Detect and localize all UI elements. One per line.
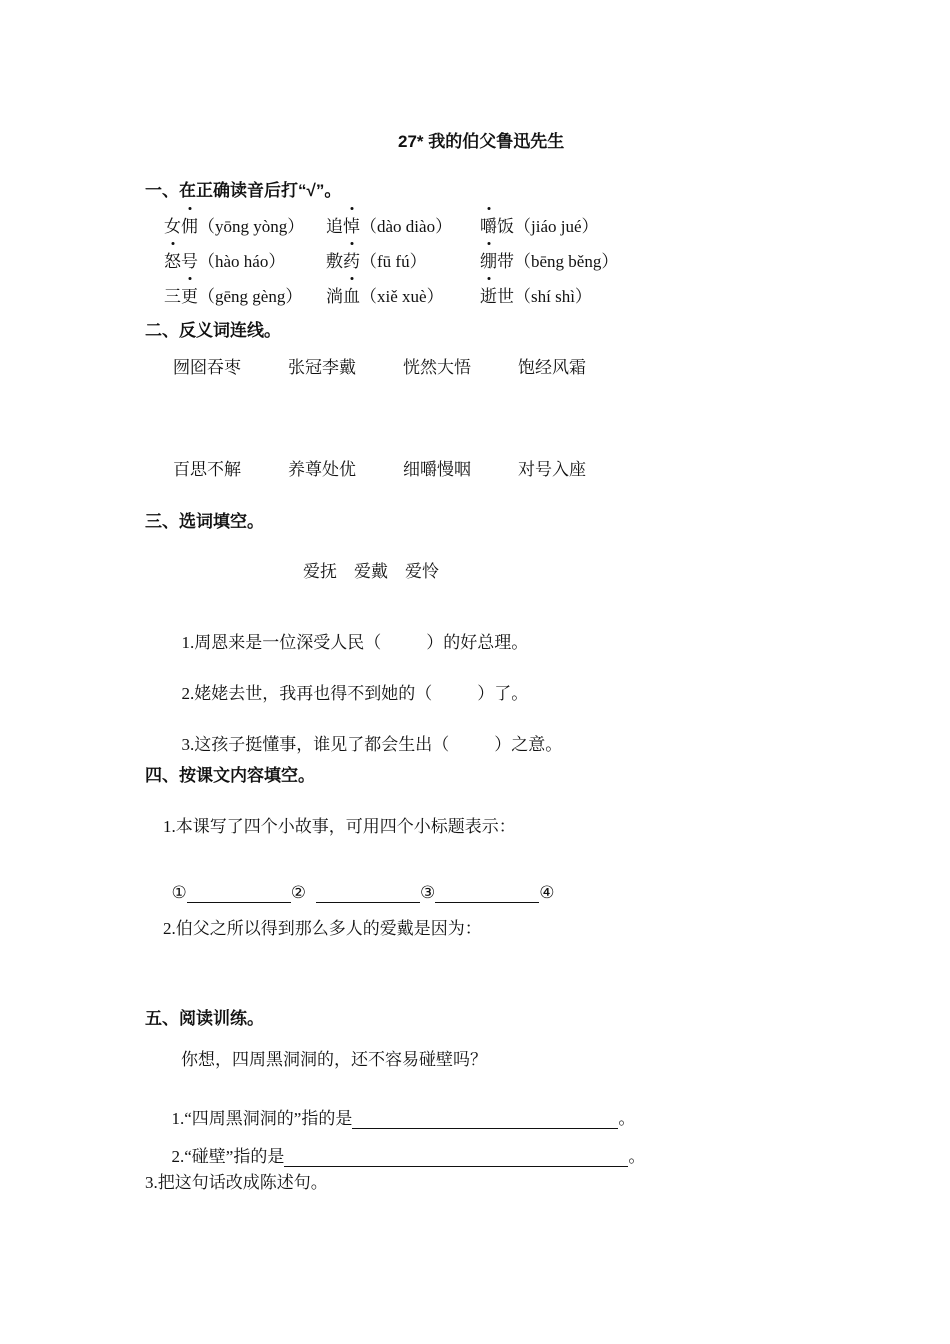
word-character: 敷 <box>326 252 343 271</box>
fill-question-1 <box>173 608 528 653</box>
pinyin-options[interactable]: （yōng yòng） <box>198 217 305 236</box>
fill-question-3-post: ）之意。 <box>494 735 563 754</box>
pronunciation-item <box>480 282 592 307</box>
story-title-blank-3[interactable] <box>435 885 539 903</box>
word-character: 带 <box>497 252 514 271</box>
pinyin-options[interactable]: （dào diào） <box>360 217 453 236</box>
word-character: 淌 <box>326 287 343 306</box>
reading-question-1-end: 。 <box>618 1109 636 1128</box>
reading-question-2-text: 2.“碰壁”指的是 <box>171 1147 285 1166</box>
pronunciation-item <box>164 212 304 237</box>
idiom-top-1[interactable]: 囫囵吞枣 <box>173 358 241 377</box>
fill-question-2-post: ）了。 <box>477 684 529 703</box>
reading-question-2-end: 。 <box>628 1147 646 1166</box>
page-title: 27* 我的伯父鲁迅先生 <box>398 132 565 151</box>
mark-1: ① <box>171 883 187 902</box>
fill-question-1-post: ）的好总理。 <box>426 633 529 652</box>
pronunciation-item <box>164 282 302 307</box>
idiom-bottom-2[interactable]: 养尊处优 <box>288 460 356 479</box>
dotted-character: 血 <box>343 282 360 307</box>
word-character: 三 <box>164 287 181 306</box>
mark-4: ④ <box>539 883 555 902</box>
reading-question-2 <box>163 1122 645 1167</box>
fill-question-2 <box>173 659 528 704</box>
dotted-character: 更 <box>181 282 198 307</box>
pinyin-options[interactable]: （fū fú） <box>360 252 427 271</box>
pronunciation-item <box>326 212 452 237</box>
dotted-character: 怒 <box>164 247 181 272</box>
dotted-character: 逝 <box>480 282 497 307</box>
story-titles-row <box>163 863 555 903</box>
dotted-character: 佣 <box>181 212 198 237</box>
reason-question: 2.伯父之所以得到那么多人的爱戴是因为： <box>163 919 482 938</box>
section-3-heading: 三、选词填空。 <box>145 512 264 531</box>
dotted-character: 绷 <box>480 247 497 272</box>
mark-2: ② <box>290 883 306 902</box>
idiom-top-4[interactable]: 饱经风霜 <box>518 358 586 377</box>
story-question: 1.本课写了四个小故事，可用四个小标题表示： <box>163 817 516 836</box>
pronunciation-item <box>326 247 427 272</box>
pronunciation-item <box>326 282 444 307</box>
word-character: 饭 <box>497 217 514 236</box>
idiom-top-3[interactable]: 恍然大悟 <box>403 358 471 377</box>
idiom-bottom-1[interactable]: 百思不解 <box>173 460 241 479</box>
section-4-heading: 四、按课文内容填空。 <box>145 766 315 785</box>
pinyin-options[interactable]: （xiě xuè） <box>360 287 444 306</box>
pronunciation-item <box>480 212 599 237</box>
pinyin-options[interactable]: （jiáo jué） <box>514 217 599 236</box>
section-1-heading: 一、在正确读音后打“√”。 <box>145 181 342 200</box>
word-choices: 爱抚 爱戴 爱怜 <box>303 562 439 581</box>
pronunciation-item <box>480 247 618 272</box>
reading-passage: 你想，四周黑洞洞的，还不容易碰壁吗？ <box>181 1050 487 1069</box>
pinyin-options[interactable]: （gēng gèng） <box>198 287 303 306</box>
fill-question-3 <box>173 710 562 755</box>
word-character: 女 <box>164 217 181 236</box>
dotted-character: 嚼 <box>480 212 497 237</box>
dotted-character: 悼 <box>343 212 360 237</box>
pinyin-options[interactable]: （shí shì） <box>514 287 592 306</box>
fill-question-3-pre: 3.这孩子挺懂事，谁见了都会生出（ <box>181 735 450 754</box>
pronunciation-item <box>164 247 285 272</box>
idiom-top-2[interactable]: 张冠李戴 <box>288 358 356 377</box>
fill-question-1-pre: 1.周恩来是一位深受人民（ <box>181 633 382 652</box>
word-character: 追 <box>326 217 343 236</box>
reading-question-1-text: 1.“四周黑洞洞的”指的是 <box>171 1109 353 1128</box>
story-title-blank-1[interactable] <box>187 885 291 903</box>
word-character: 号 <box>181 252 198 271</box>
section-2-heading: 二、反义词连线。 <box>145 321 281 340</box>
dotted-character: 药 <box>343 247 360 272</box>
idiom-bottom-4[interactable]: 对号入座 <box>518 460 586 479</box>
word-character: 世 <box>497 287 514 306</box>
reading-question-3: 3.把这句话改成陈述句。 <box>145 1173 328 1192</box>
section-5-heading: 五、阅读训练。 <box>145 1009 264 1028</box>
pinyin-options[interactable]: （bēng běng） <box>514 252 619 271</box>
pinyin-options[interactable]: （hào háo） <box>198 252 286 271</box>
idiom-bottom-3[interactable]: 细嚼慢咽 <box>403 460 471 479</box>
story-title-blank-2[interactable] <box>316 885 420 903</box>
mark-3: ③ <box>420 883 436 902</box>
fill-question-2-pre: 2.姥姥去世，我再也得不到她的（ <box>181 684 433 703</box>
reading-answer-2[interactable] <box>284 1149 628 1167</box>
